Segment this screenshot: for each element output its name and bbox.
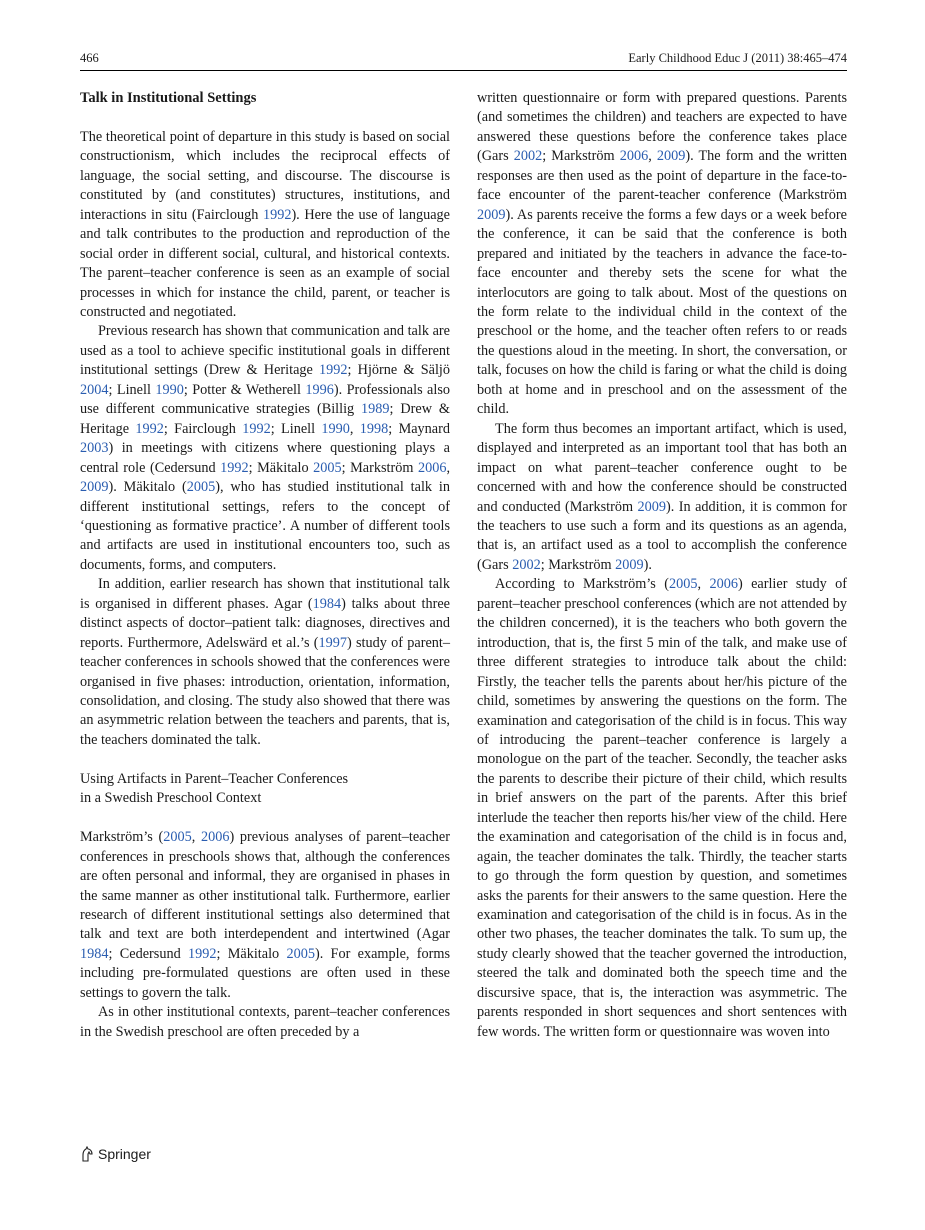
- paragraph-text: The form thus becomes an important artifact, which is used, displayed and interpreted as an important tool that has both an impact on what parent–teacher conference ought to be concerned with and how the conference should be constructed and conducted (Markström: [477, 420, 847, 515]
- header-rule: [80, 70, 847, 71]
- left-column: [80, 89, 450, 1042]
- citation-link[interactable]: 1990: [321, 420, 350, 437]
- paragraph-text: ) earlier study of parent–teacher preschool conferences (which are not attended by the children concerned), it is the teachers who both govern the introduction, that is, the first 5 min of the talk, and make use of three different strategies to introduce talk about the child: Firstly, the teacher tells the parents about her/his picture of the child, sometimes by answering the questions on the form. The examination and categorisation of the child is in focus. This way of introducing the parent–teacher conference is largely a monologue on the part of the teacher. Secondly, the teacher asks the parents to describe their picture of their child, which results in brief answers on the part of the parents. After this brief interlude the teacher then reports his/her view of the child. Here the examination and categorisation of the child is in focus and, again, the teacher dominates the talk. Thirdly, the teacher starts to go through the form question by question, and sometimes asks the parents for their answers to the same question. Here the examination and categorisation of the child is in focus. As in the other two phases, the teacher dominates the talk. To sum up, the study clearly showed that the teacher governed the introduction, steered the talk and dominated both the speech time and the discursive space, that is, the interaction was asymmetric. The parents responded in short sequences and short sentences with few words. The written form or questionnaire was woven into: [477, 576, 847, 1040]
- paragraph-text: ). As parents receive the forms a few days or a week before the conference, it can be said that the conference is both prepared and initiated by the teachers in advance the face-to-face encounter and thereby sets the scene for what the interlocutors are going to talk about. Most of the questions on the form relate to the individual child in the context of the preschool or the home, and the teacher often refers to or reads the questions aloud in the meeting. In short, the conversation, or talk, focuses on how the child is faring or what the child is doing both at home and in preschool and on the assessment of the child.: [477, 206, 847, 418]
- citation-link[interactable]: 2004: [80, 381, 109, 398]
- citation-link[interactable]: 2005: [286, 945, 315, 962]
- paragraph-text: ,: [349, 420, 360, 437]
- citation-link[interactable]: 1996: [305, 381, 334, 398]
- running-header: [80, 51, 847, 71]
- subsection-title-line: Using Artifacts in Parent–Teacher Conferences: [80, 770, 349, 787]
- paragraph-text: In addition, earlier research has shown that institutional talk is organised in different phases. Agar (: [80, 576, 450, 612]
- publisher-name: Springer: [98, 1146, 151, 1162]
- paragraph-text: Markström’s (: [80, 829, 164, 846]
- paragraph: [80, 128, 450, 323]
- paragraph-text: ,: [648, 148, 657, 165]
- paragraph-text: ), who has studied institutional talk in different institutional settings, refers to the concept of ‘questioning as formative practice’. A number of different tools and artifacts are used in institutional encounters too, such as documents, forms, and computers.: [80, 479, 450, 573]
- paragraph-text: ; Fairclough: [163, 420, 243, 437]
- springer-horse-icon: [80, 1146, 94, 1162]
- section-title: Talk in Institutional Settings: [80, 90, 257, 106]
- subsection-title-line: in a Swedish Preschool Context: [80, 790, 262, 807]
- citation-link[interactable]: 2005: [163, 829, 192, 846]
- right-column: [477, 89, 847, 1042]
- paragraph: [80, 322, 450, 575]
- journal-citation: Early Childhood Educ J (2011) 38:465–474: [628, 51, 847, 65]
- citation-link[interactable]: 2005: [186, 479, 216, 496]
- citation-link[interactable]: 2009: [615, 556, 644, 573]
- paragraph-text: ; Mäkitalo: [248, 459, 314, 476]
- subsection-title: [80, 770, 450, 809]
- paragraph-text: ; Cedersund: [108, 945, 188, 962]
- citation-link[interactable]: 1992: [242, 420, 271, 437]
- paragraph-text: written questionnaire or form with prepared questions. Parents (and sometimes the children) and teachers are expected to have answered these questions before the conference takes place (Gars: [477, 90, 847, 165]
- paragraph: [80, 828, 450, 1003]
- paragraph-text: ). Here the use of language and talk contributes to the production and reproduction of the social order in different social, cultural, and historical contexts. The parent–teacher conference is seen as an example of social processes in which for instance the child, parent, or teacher is constructed and negotiated.: [80, 206, 451, 320]
- paragraph-text: ). Professionals also use different communicative strategies (Billig: [80, 381, 450, 418]
- paragraph: [477, 420, 847, 576]
- citation-link[interactable]: 1992: [220, 459, 249, 476]
- paragraph-text: ) talks about three distinct aspects of doctor–patient talk: diagnoses, directives and reports. Furthermore, Adelswärd et al.’s (: [80, 595, 450, 651]
- citation-link[interactable]: 1997: [318, 634, 348, 651]
- citation-link[interactable]: 2009: [80, 479, 109, 496]
- citation-link[interactable]: 2003: [80, 440, 109, 457]
- paragraph-text: ; Markström: [341, 459, 418, 476]
- paragraph-text: ; Maynard: [388, 420, 451, 437]
- paragraph-text: ; Linell: [108, 381, 156, 398]
- paragraph-text: ; Linell: [270, 420, 322, 437]
- paragraph-text: According to Markström’s (: [495, 576, 669, 593]
- publisher-footer: [80, 1146, 151, 1162]
- paragraph-text: ) in meetings with citizens where questioning plays a central role (Cedersund: [80, 440, 450, 476]
- paragraph: As in other institutional contexts, parent–teacher conferences in the Swedish preschool are often preceded by a: [80, 1004, 450, 1040]
- paragraph-text: ). Mäkitalo (: [108, 479, 187, 496]
- citation-link[interactable]: 2005: [668, 576, 698, 593]
- citation-link[interactable]: 2009: [656, 148, 686, 165]
- paragraph-text: ,: [191, 829, 201, 846]
- paragraph-text: ; Drew & Heritage: [80, 401, 450, 437]
- paragraph-text: ). For example, forms including pre-formulated questions are often used in these settings to govern the talk.: [80, 945, 450, 1001]
- citation-link[interactable]: 2006: [619, 148, 649, 165]
- citation-link[interactable]: 2005: [313, 459, 342, 476]
- paragraph-text: ) study of parent–teacher conferences in schools showed that the conferences were organised in five phases: introduction, orientation, information, consolidation, and closing. The study also showed that there was an asymmetric relation between the teachers and parents, that is, the teachers dominated the talk.: [80, 634, 450, 748]
- paragraph: [477, 575, 847, 1042]
- paragraph-text: ; Hjörne & Säljö: [347, 362, 450, 379]
- paragraph-text: ; Markström: [540, 556, 616, 573]
- paragraph-text: ,: [446, 459, 450, 476]
- citation-link[interactable]: 2006: [709, 576, 738, 593]
- paragraph-text: ; Markström: [542, 148, 620, 165]
- citation-link[interactable]: 1984: [312, 595, 342, 612]
- page-number: 466: [80, 51, 99, 65]
- paragraph-text: ) previous analyses of parent–teacher conferences in preschools shows that, although the conferences are often personal and informal, they are organised in phases in the same manner as other institutional talk. Furthermore, earlier research of different institutional settings also determined that talk and text are both interdependent and intertwined (Agar: [80, 829, 450, 943]
- citation-link[interactable]: 1990: [155, 381, 184, 398]
- paragraph: [80, 575, 450, 750]
- paragraph-text: ). The form and the written responses are then used as the point of departure in the face-to-face encounter of the parent-teacher conference (Markström: [477, 148, 847, 204]
- paragraph-text: ). In addition, it is common for the teachers to use such a form and its questions as an agenda, that is, an artifact used as a tool to accomplish the conference (Gars: [477, 498, 847, 573]
- citation-link[interactable]: 1992: [319, 362, 348, 379]
- citation-link[interactable]: 1984: [80, 945, 109, 962]
- citation-link[interactable]: 2006: [417, 459, 447, 476]
- citation-link[interactable]: 2006: [200, 829, 230, 846]
- citation-link[interactable]: 2009: [477, 206, 506, 223]
- citation-link[interactable]: 2002: [513, 148, 543, 165]
- paragraph-text: Previous research has shown that communication and talk are used as a tool to achieve specific institutional goals in different institutional settings (Drew & Heritage: [80, 323, 450, 379]
- citation-link[interactable]: 2002: [512, 556, 541, 573]
- citation-link[interactable]: 1992: [135, 420, 164, 437]
- paragraph-text: ).: [643, 556, 652, 573]
- citation-link[interactable]: 2009: [637, 498, 667, 515]
- paragraph-text: ; Mäkitalo: [216, 945, 287, 962]
- paragraph-text: ,: [697, 576, 710, 593]
- citation-link[interactable]: 1998: [359, 420, 389, 437]
- citation-link[interactable]: 1992: [187, 945, 217, 962]
- citation-link[interactable]: 1989: [361, 401, 390, 418]
- paragraph: [477, 89, 847, 420]
- paragraph-text: The theoretical point of departure in this study is based on social constructionism, which includes the reciprocal effects of language, the social setting, and discourse. The discourse is constituted by (and constitutes) structures, institutions, and interactions in situ (Fairclough: [80, 128, 450, 223]
- paragraph-text: ; Potter & Wetherell: [183, 381, 306, 398]
- citation-link[interactable]: 1992: [262, 206, 292, 223]
